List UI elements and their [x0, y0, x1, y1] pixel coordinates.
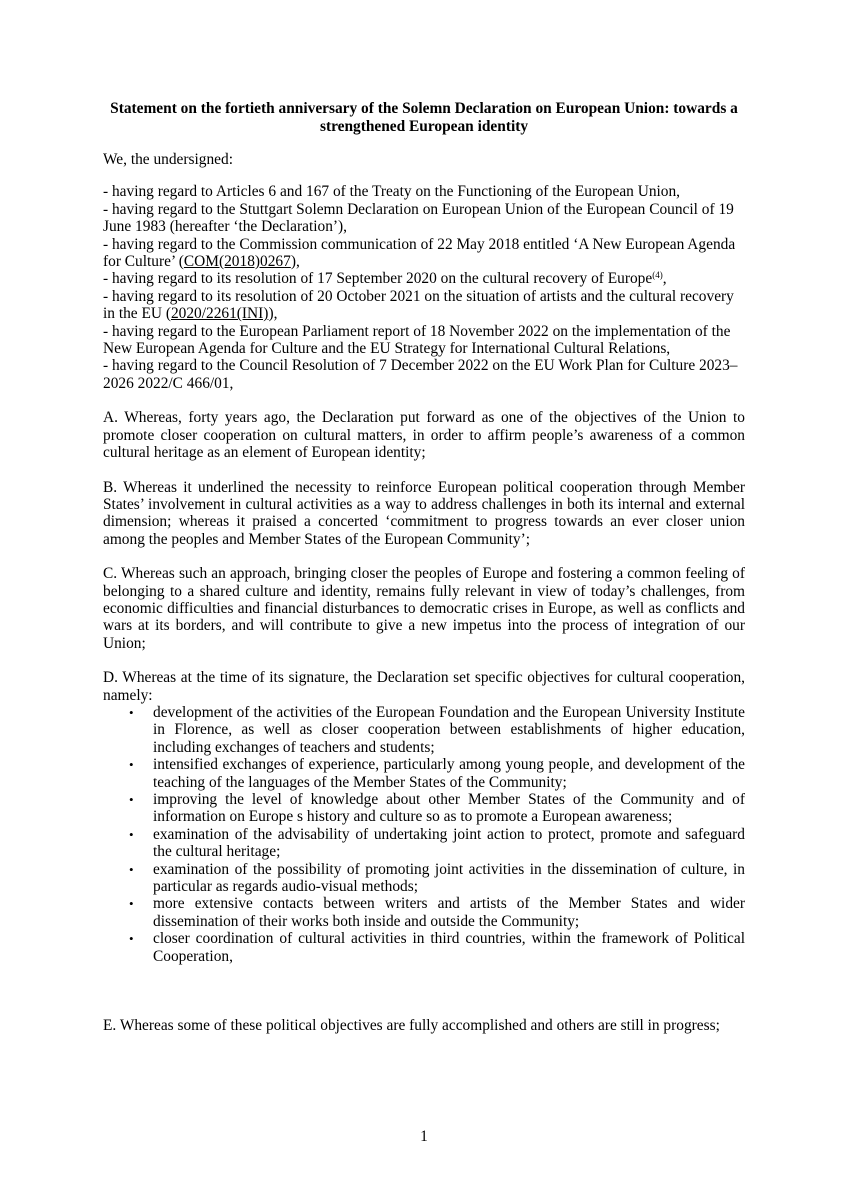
- whereas-a: [103, 409, 745, 461]
- objectives-list: [103, 704, 745, 965]
- whereas-b-text: B. Whereas it underlined the necessity to reinforce European political cooperation through Member States’ involvement in cultural activities as a way to address challenges in both its internal and external dimension; whereas it praised a concerted ‘commitment to progress towards an ever closer union among the peoples and Member States of the European Community’;: [103, 478, 745, 548]
- whereas-e-text: E. Whereas some of these political objectives are fully accomplished and others are still in progress;: [103, 1017, 720, 1035]
- regards-text: - having regard to the European Parliament report of 18 November 2022 on the implementation of the New European Agenda for Culture and the EU Strategy for International Cultural Relations,: [103, 322, 731, 358]
- objective-item: [103, 861, 745, 896]
- footnote-ref: (4): [652, 270, 663, 281]
- regards-text: ),: [268, 305, 278, 323]
- objective-item: [103, 895, 745, 930]
- regards-item: [103, 323, 745, 358]
- regards-item: [103, 270, 745, 287]
- objective-item: [103, 826, 745, 861]
- objective-item: [103, 704, 745, 756]
- regards-text: ),: [290, 253, 300, 271]
- objective-text: improving the level of knowledge about other Member States of the Community and of information on Europe s history and culture so as to promote a European awareness;: [153, 791, 745, 826]
- regards-list: [103, 183, 745, 392]
- objective-text: examination of the advisability of undertaking joint action to protect, promote and safeguard the cultural heritage;: [153, 825, 745, 861]
- whereas-a-text: A. Whereas, forty years ago, the Declaration put forward as one of the objectives of the Union to promote closer cooperation on cultural matters, in order to affirm people’s awareness of a common cultural heritage as an element of European identity;: [103, 409, 745, 462]
- regards-text: - having regard to its resolution of 20 October 2021 on the situation of artists and the cultural recovery in the EU (: [103, 287, 734, 323]
- regards-text: - having regard to the Commission communication of 22 May 2018 entitled ‘A New European Agenda for Culture’ (: [103, 235, 736, 271]
- com-2018-0267-link[interactable]: COM(2018)0267: [183, 253, 291, 271]
- objective-text: development of the activities of the European Foundation and the European University Institute in Florence, as well as closer cooperation between establishments of higher education, including exchanges of teachers and students;: [153, 703, 745, 756]
- objective-text: closer coordination of cultural activities in third countries, within the framework of Political Cooperation,: [153, 930, 745, 965]
- bullet-icon: •: [129, 931, 134, 947]
- intro-line: We, the undersigned:: [103, 151, 233, 168]
- regards-text: ,: [662, 270, 667, 288]
- bullet-icon: •: [129, 792, 134, 807]
- bullet-icon: •: [129, 757, 134, 773]
- whereas-e: [103, 1017, 745, 1034]
- regards-item: [103, 201, 745, 236]
- document-page: [103, 100, 745, 1034]
- whereas-c: [103, 565, 745, 652]
- bullet-icon: •: [129, 861, 134, 877]
- regards-item: [103, 236, 745, 271]
- regards-text: - having regard to the Council Resolution of 7 December 2022 on the EU Work Plan for Culture 2023–2026 2022/C 466/01,: [103, 357, 738, 392]
- whereas-d-text: D. Whereas at the time of its signature, the Declaration set specific objectives for cultural cooperation, namely:: [103, 669, 745, 704]
- regards-text: - having regard to Articles 6 and 167 of the Treaty on the Functioning of the European Union,: [103, 183, 681, 201]
- whereas-b: [103, 479, 745, 549]
- bullet-icon: •: [129, 704, 134, 720]
- ini-2020-2261-link[interactable]: 2020/2261(INI): [170, 305, 269, 323]
- objective-text: intensified exchanges of experience, particularly among young people, and development of the teaching of the languages of the Member States of the Community;: [153, 756, 745, 791]
- objective-text: examination of the possibility of promoting joint activities in the dissemination of culture, in particular as regards audio-visual methods;: [153, 860, 745, 896]
- regards-text: - having regard to the Stuttgart Solemn Declaration on European Union of the European Council of 19 June 1983 (hereafter ‘the Declaration’),: [103, 200, 734, 236]
- document-title: Statement on the fortieth anniversary of the Solemn Declaration on European Union: towards a strengthened European identity: [110, 100, 738, 135]
- bullet-icon: •: [129, 896, 134, 912]
- objective-item: [103, 756, 745, 791]
- regards-item: [103, 288, 745, 323]
- whereas-c-text: C. Whereas such an approach, bringing closer the peoples of Europe and fostering a common feeling of belonging to a shared culture and identity, remains fully relevant in view of today’s challenges, from economic difficulties and financial disturbances to democratic crises in Europe, as well as conflicts and wars at its borders, and will contribute to give a new impetus into the process of integration of our Union;: [103, 565, 745, 652]
- bullet-icon: •: [129, 826, 134, 842]
- objective-item: [103, 791, 745, 826]
- regards-text: - having regard to its resolution of 17 September 2020 on the cultural recovery of Europe: [103, 270, 653, 288]
- regards-item: [103, 357, 745, 392]
- objective-item: [103, 930, 745, 965]
- regards-item: [103, 183, 745, 200]
- objective-text: more extensive contacts between writers and artists of the Member States and wider dissemination of their works both inside and outside the Community;: [153, 895, 745, 930]
- page-number: 1: [420, 1128, 428, 1145]
- whereas-d: [103, 669, 745, 965]
